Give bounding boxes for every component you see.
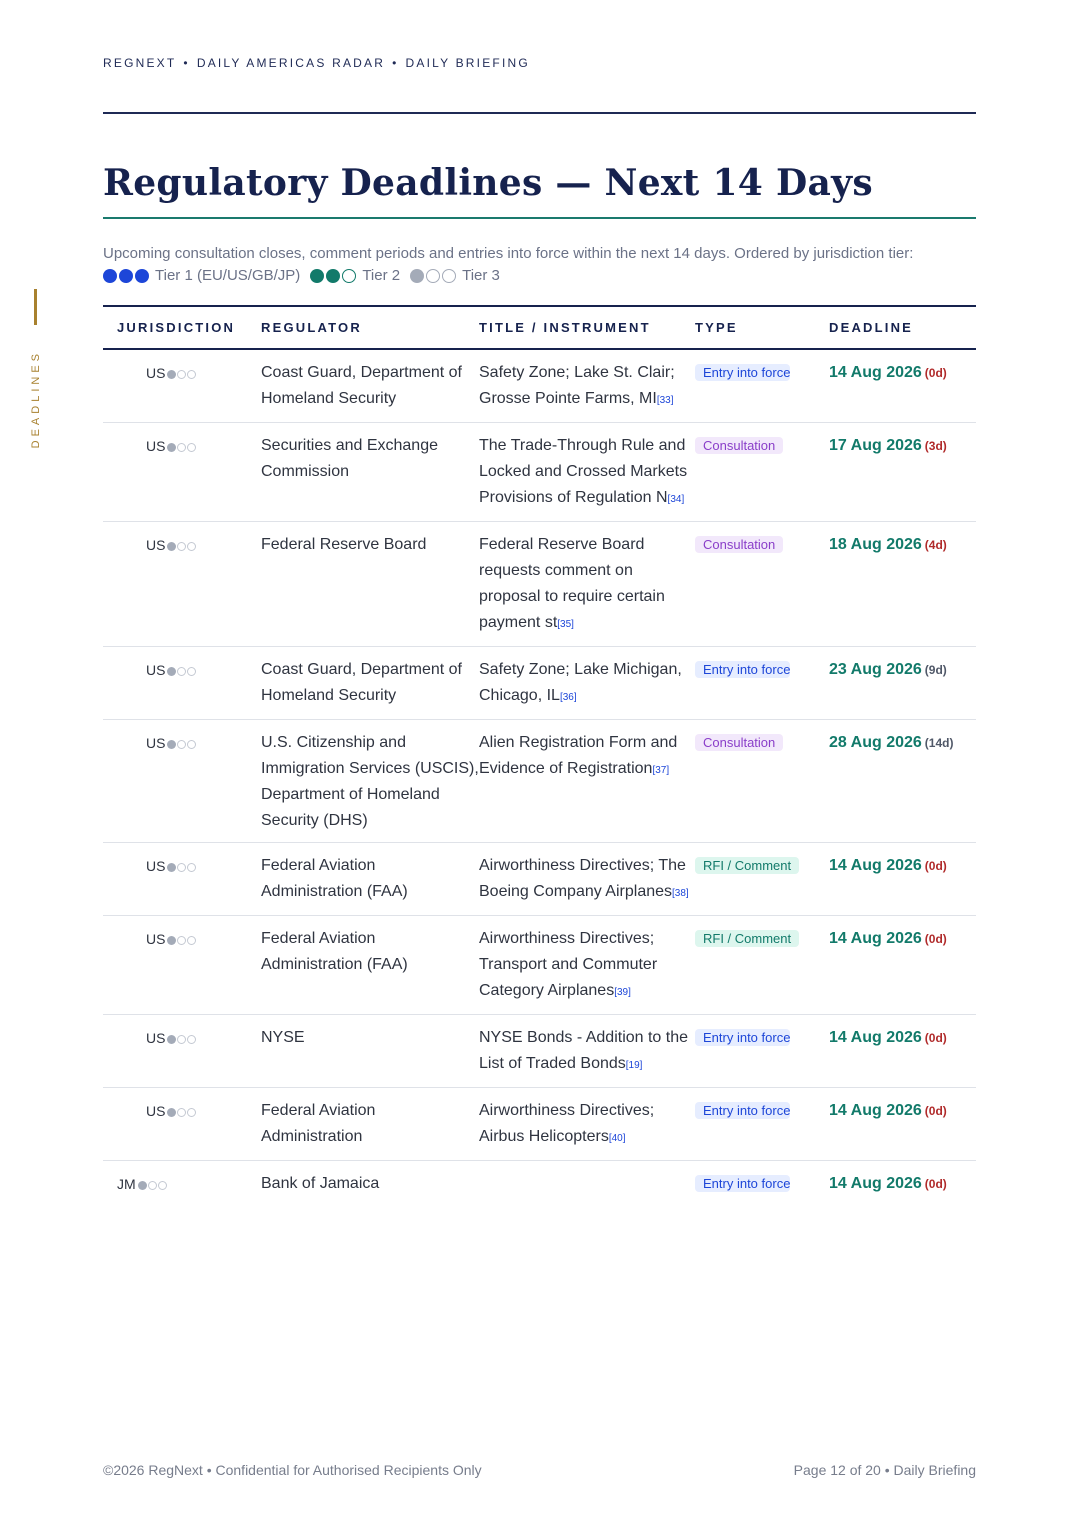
jurisdiction-cell: [103, 1015, 261, 1088]
reference-link[interactable]: [39]: [614, 987, 631, 998]
instrument-title: NYSE Bonds - Addition to the List of Traded Bonds: [479, 1029, 689, 1072]
legend-tier-1: [103, 267, 300, 284]
title-cell: [479, 1161, 695, 1206]
jurisdiction-code: US: [146, 1103, 166, 1119]
jurisdiction-code: US: [146, 858, 166, 874]
regulator-cell: Federal Aviation Administration (FAA): [261, 916, 479, 1015]
days-remaining: (14d): [924, 736, 954, 750]
jurisdiction-cell: [103, 522, 261, 647]
header-brand: REGNEXT: [103, 56, 177, 70]
deadline-date: 14 Aug 2026: [829, 930, 922, 947]
table-row[interactable]: [103, 647, 976, 720]
reference-link[interactable]: [35]: [557, 619, 574, 630]
regulator-cell: Securities and Exchange Commission: [261, 423, 479, 522]
tier-3-dots-icon: [167, 1035, 197, 1044]
type-badge: Entry into force: [695, 661, 790, 678]
regulator-cell: U.S. Citizenship and Immigration Services (USCIS), Department of Homeland Security (DHS): [261, 720, 479, 843]
deadline-date: 14 Aug 2026: [829, 1029, 922, 1046]
type-cell: [695, 1015, 829, 1088]
instrument-title: Airworthiness Directives; Transport and Commuter Category Airplanes: [479, 930, 658, 999]
deadline-cell: [829, 423, 976, 522]
header-divider: [103, 112, 976, 114]
type-badge: Entry into force: [695, 1102, 790, 1119]
side-accent-bar: [34, 289, 37, 325]
days-remaining: (3d): [924, 439, 947, 453]
jurisdiction-code: US: [146, 1030, 166, 1046]
instrument-title: Airworthiness Directives; The Boeing Company Airplanes: [479, 857, 686, 900]
title-cell: [479, 916, 695, 1015]
type-cell: [695, 720, 829, 843]
type-badge: Consultation: [695, 437, 783, 454]
reference-link[interactable]: [19]: [625, 1060, 643, 1071]
table-row[interactable]: [103, 423, 976, 522]
regulator-cell: Coast Guard, Department of Homeland Security: [261, 349, 479, 423]
table-header-row: [103, 306, 976, 349]
col-header-deadline[interactable]: DEADLINE: [829, 306, 976, 349]
page-subtitle: Upcoming consultation closes, comment periods and entries into force within the next 14 days. Ordered by jurisdiction tier:: [103, 245, 914, 262]
days-remaining: (0d): [924, 859, 947, 873]
reference-link[interactable]: [33]: [656, 395, 674, 406]
regulator-cell: Bank of Jamaica: [261, 1175, 380, 1192]
days-remaining: (0d): [924, 932, 947, 946]
deadline-cell: [829, 1015, 976, 1088]
reference-link[interactable]: [36]: [559, 692, 577, 703]
deadline-cell: [829, 916, 976, 1015]
jurisdiction-code: US: [146, 662, 166, 678]
jurisdiction-code: US: [146, 537, 166, 553]
legend-tier-2: [310, 267, 400, 284]
jurisdiction-cell: [103, 843, 261, 916]
regulator-cell: Coast Guard, Department of Homeland Security: [261, 647, 479, 720]
table-row[interactable]: [103, 916, 976, 1015]
days-remaining: (0d): [924, 1104, 947, 1118]
deadline-cell: [829, 349, 976, 423]
jurisdiction-code: US: [146, 438, 166, 454]
days-remaining: (9d): [924, 663, 947, 677]
header-edition: DAILY BRIEFING: [405, 56, 530, 70]
jurisdiction-cell: [103, 647, 261, 720]
tier-3-dots-icon: [167, 667, 197, 676]
days-remaining: (0d): [924, 1031, 947, 1045]
jurisdiction-code: US: [146, 931, 166, 947]
col-header-jurisdiction[interactable]: JURISDICTION: [103, 306, 261, 349]
title-cell: [479, 647, 695, 720]
type-badge: RFI / Comment: [695, 930, 799, 947]
instrument-title: Safety Zone; Lake Michigan, Chicago, IL: [479, 661, 682, 704]
jurisdiction-cell: [103, 349, 261, 423]
table-row[interactable]: [103, 1161, 976, 1206]
title-cell: [479, 423, 695, 522]
reference-link[interactable]: [40]: [608, 1133, 626, 1144]
tier-3-dots-icon: [167, 1108, 197, 1117]
table-row[interactable]: [103, 1088, 976, 1161]
days-remaining: (0d): [924, 1177, 947, 1191]
deadlines-table: [103, 305, 976, 1205]
footer-page-info: Page 12 of 20 • Daily Briefing: [793, 1462, 976, 1478]
type-badge: Entry into force: [695, 1175, 790, 1192]
title-cell: [479, 1015, 695, 1088]
legend-tier-1-label: Tier 1 (EU/US/GB/JP): [155, 267, 301, 284]
jurisdiction-code: US: [146, 735, 166, 751]
page-title: Regulatory Deadlines — Next 14 Days: [103, 162, 873, 204]
deadline-date: 17 Aug 2026: [829, 437, 922, 454]
table-row[interactable]: [103, 843, 976, 916]
title-cell: [479, 349, 695, 423]
title-divider: [103, 217, 976, 219]
deadline-date: 14 Aug 2026: [829, 364, 922, 381]
days-remaining: (4d): [924, 538, 947, 552]
tier-3-dots-icon: [410, 269, 458, 283]
header-separator: •: [392, 56, 399, 70]
col-header-type[interactable]: TYPE: [695, 306, 829, 349]
tier-3-dots-icon: [138, 1181, 168, 1190]
reference-link[interactable]: [38]: [672, 888, 689, 899]
deadline-date: 14 Aug 2026: [829, 1175, 922, 1192]
side-section-label: DEADLINES: [30, 350, 42, 449]
header-separator: •: [183, 56, 190, 70]
type-cell: [695, 423, 829, 522]
jurisdiction-cell: [103, 1088, 261, 1161]
regulator-cell: NYSE: [261, 1015, 479, 1088]
tier-1-dots-icon: [103, 269, 151, 283]
col-header-regulator[interactable]: REGULATOR: [261, 306, 479, 349]
type-cell: [695, 916, 829, 1015]
jurisdiction-cell: [103, 720, 261, 843]
jurisdiction-code: US: [146, 365, 166, 381]
tier-3-dots-icon: [167, 740, 197, 749]
deadline-cell: [829, 1088, 976, 1161]
instrument-title: Airworthiness Directives; Airbus Helicopters: [479, 1102, 655, 1145]
type-cell: [695, 647, 829, 720]
legend-tier-3: [410, 267, 500, 284]
type-badge: RFI / Comment: [695, 857, 799, 874]
table-row[interactable]: [103, 349, 976, 423]
jurisdiction-code: JM: [117, 1176, 136, 1192]
type-badge: Entry into force: [695, 1029, 790, 1046]
deadline-cell: [829, 1161, 976, 1206]
legend-tier-2-label: Tier 2: [362, 267, 401, 284]
reference-link[interactable]: [37]: [652, 765, 670, 776]
jurisdiction-cell: [103, 916, 261, 1015]
instrument-title: The Trade-Through Rule and Locked and Crossed Markets Provisions of Regulation N: [479, 437, 688, 506]
reference-link[interactable]: [34]: [667, 494, 685, 505]
instrument-title: Safety Zone; Lake St. Clair; Grosse Pointe Farms, MI: [479, 364, 675, 407]
deadline-date: 18 Aug 2026: [829, 536, 922, 553]
deadline-cell: [829, 720, 976, 843]
deadline-date: 14 Aug 2026: [829, 1102, 922, 1119]
type-badge: Consultation: [695, 734, 783, 751]
page-header: [103, 56, 530, 70]
deadline-date: 14 Aug 2026: [829, 857, 922, 874]
regulator-cell: Federal Aviation Administration: [261, 1088, 479, 1161]
deadline-cell: [829, 647, 976, 720]
tier-3-dots-icon: [167, 936, 197, 945]
table-row[interactable]: [103, 1015, 976, 1088]
header-report: DAILY AMERICAS RADAR: [196, 56, 386, 70]
type-badge: Consultation: [695, 536, 783, 553]
deadline-date: 23 Aug 2026: [829, 661, 922, 678]
type-cell: [695, 349, 829, 423]
legend-tier-3-label: Tier 3: [462, 267, 500, 284]
footer-copyright: ©2026 RegNext • Confidential for Authorised Recipients Only: [103, 1462, 482, 1478]
type-cell: [695, 1161, 829, 1206]
tier-3-dots-icon: [167, 443, 197, 452]
title-cell: [479, 843, 695, 916]
type-cell: [695, 522, 829, 647]
tier-legend: [103, 267, 510, 284]
title-cell: [479, 522, 695, 647]
col-header-title[interactable]: TITLE / INSTRUMENT: [479, 306, 695, 349]
type-badge: Entry into force: [695, 364, 790, 381]
jurisdiction-cell: [103, 423, 261, 522]
tier-3-dots-icon: [167, 370, 197, 379]
deadline-cell: [829, 522, 976, 647]
tier-2-dots-icon: [310, 269, 358, 283]
title-cell: [479, 1088, 695, 1161]
tier-3-dots-icon: [167, 542, 197, 551]
deadline-date: 28 Aug 2026: [829, 734, 922, 751]
days-remaining: (0d): [924, 366, 947, 380]
tier-3-dots-icon: [167, 863, 197, 872]
type-cell: [695, 843, 829, 916]
instrument-title: Federal Reserve Board requests comment on proposal to require certain payment st: [479, 536, 665, 631]
instrument-title: Alien Registration Form and Evidence of Registration: [479, 734, 678, 777]
table-row[interactable]: [103, 720, 976, 843]
regulator-cell: Federal Aviation Administration (FAA): [261, 843, 479, 916]
deadline-cell: [829, 843, 976, 916]
jurisdiction-cell: [103, 1161, 261, 1206]
table-row[interactable]: [103, 522, 976, 647]
type-cell: [695, 1088, 829, 1161]
title-cell: [479, 720, 695, 843]
regulator-cell: Federal Reserve Board: [261, 522, 479, 647]
